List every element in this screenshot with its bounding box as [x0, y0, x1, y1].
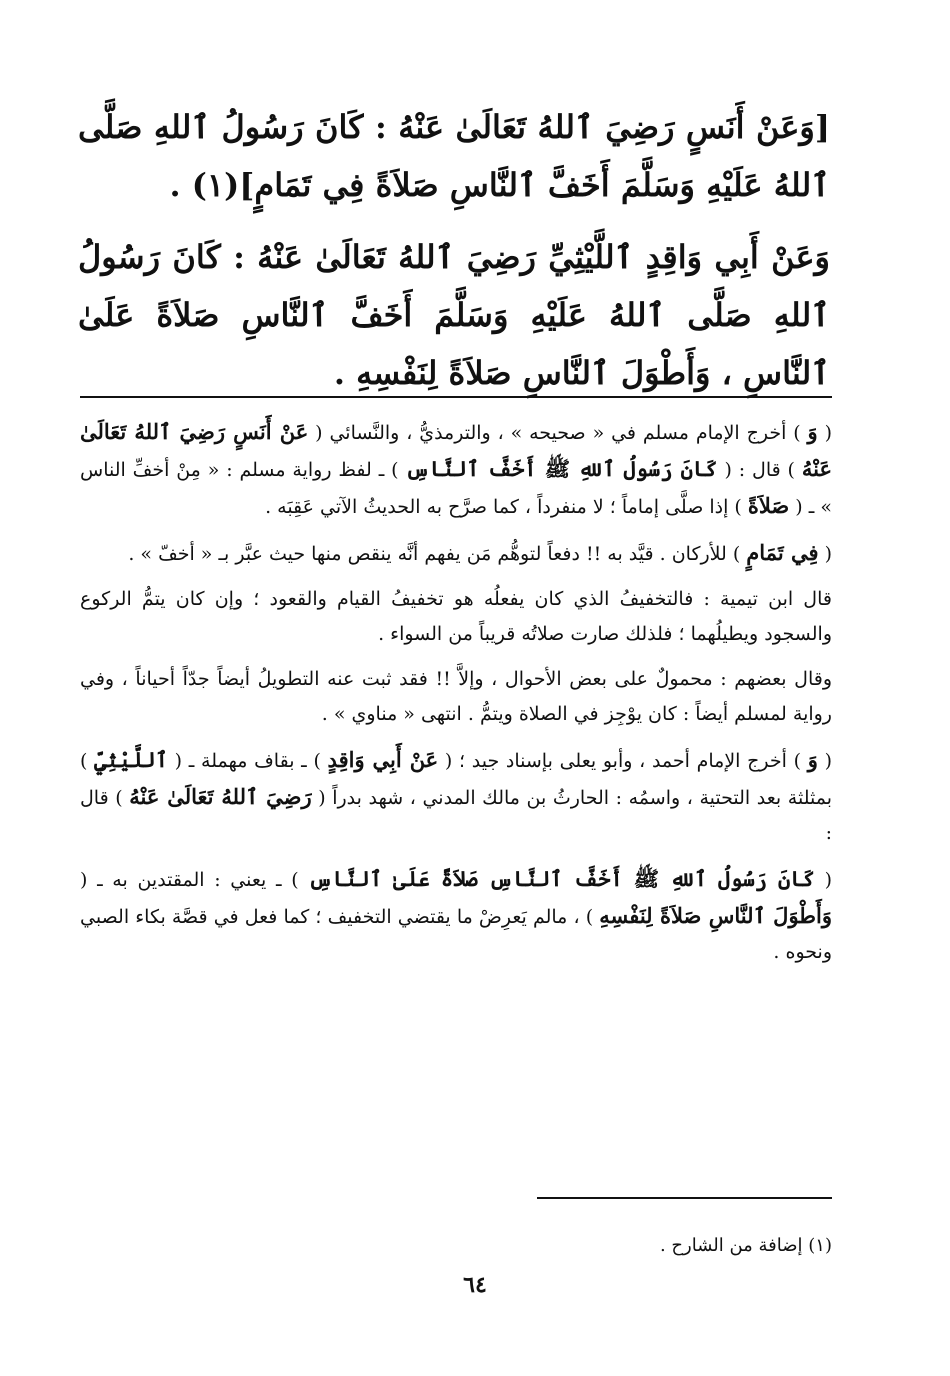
- commentary-text: ) ـ يعني : المقتدين به ـ (: [80, 869, 309, 891]
- page-number: ٦٤: [463, 1272, 487, 1298]
- footnote-separator: [537, 1197, 832, 1199]
- commentary-paragraph: [80, 414, 832, 525]
- commentary-paragraph: [80, 582, 832, 652]
- commentary-text: ) أخرج الإمام أحمد ، وأبو يعلى بإسناد جيد ؛ (: [438, 750, 808, 772]
- commentary-text: قال ابن تيمية : فالتخفيفُ الذي كان يفعلُه هو تخفيفُ القيام والقعود ؛ وإن كان يتمُّ الركوع والسجود ويطيلُهما ؛ فلذلك صارت صلاتُه قريباً من السواء .: [80, 588, 832, 645]
- commentary-text: ) قال :: [80, 787, 832, 844]
- commentary-text: ) إذا صلَّى إماماً ؛ لا منفرداً ، كما صرَّح به الحديثُ الآتي عَقِبَه .: [265, 496, 748, 518]
- quoted-hadith-phrase: صَلاَةً: [747, 493, 790, 518]
- commentary-separator: [80, 396, 832, 398]
- commentary-text: ) للأركان . قيَّد به !! دفعاً لتوهُّم مَن يفهم أنَّه ينقص منها حيث عبَّر بـ « أخفّ » .: [128, 543, 747, 565]
- quoted-hadith-phrase: كَانَ رَسُولُ ٱللهِ ﷺ أَخَفَّ ٱلنَّاسِ: [405, 456, 718, 481]
- commentary-paragraph: [80, 662, 832, 732]
- hadith-text-2: وَعَنْ أَبِي وَاقِدٍ ٱللَّيْثِيِّ رَضِيَ ٱللهُ تَعَالَىٰ عَنْهُ : كَانَ رَسُولُ ٱللهِ صَلَّى ٱللهُ عَلَيْهِ وَسَلَّمَ أَخَفَّ ٱلنَّاسِ صَلاَةً عَلَىٰ ٱلنَّاسِ ، وَأَطْوَلَ ٱلنَّاسِ صَلاَةً لِنَفْسِهِ .: [78, 238, 830, 392]
- quoted-hadith-phrase: وَ: [807, 747, 818, 772]
- commentary-paragraph: [80, 535, 832, 572]
- commentary-section: [80, 414, 832, 980]
- commentary-text: (: [818, 543, 832, 565]
- commentary-text: ) قال : (: [717, 459, 802, 481]
- commentary-text: ) ـ بقاف مهملة ـ (: [167, 750, 328, 772]
- quoted-hadith-phrase: فِي تَمَامٍ: [746, 540, 819, 565]
- commentary-text: (: [817, 750, 832, 772]
- quoted-hadith-phrase: كَانَ رَسُولُ ٱللهِ ﷺ أَخَفَّ ٱلنَّاسِ صَلاَةً عَلَىٰ ٱلنَّاسِ: [308, 866, 815, 891]
- quoted-hadith-phrase: وَ: [807, 419, 818, 444]
- commentary-text: ) بمثلثة بعد التحتية ، واسمُه : الحارثُ بن مالك المدني ، شهد بدراً (: [80, 750, 832, 809]
- hadith-text-1: [وَعَنْ أَنَسٍ رَضِيَ ٱللهُ تَعَالَىٰ عَنْهُ : كَانَ رَسُولُ ٱللهِ صَلَّى ٱللهُ عَلَيْهِ وَسَلَّمَ أَخَفَّ ٱلنَّاسِ صَلاَةً فِي تَمَامٍ](١) .: [78, 108, 830, 204]
- quoted-hadith-phrase: رَضِيَ ٱللهُ تَعَالَىٰ عَنْهُ: [129, 784, 312, 809]
- commentary-text: ) ـ لفظ رواية مسلم : « مِنْ أخفِّ الناس » ـ (: [80, 459, 832, 518]
- commentary-text: (: [814, 869, 833, 891]
- commentary-text: وقال بعضهم : محمولٌ على بعض الأحوال ، وإلاَّ !! فقد ثبت عنه التطويلُ أيضاً جدّاً أحياناً ، وفي رواية لمسلم أيضاً : كان يوْجِز في الصلاة ويتمُّ . انتهى « مناوي » .: [80, 668, 832, 725]
- commentary-paragraph: [80, 742, 832, 851]
- quoted-hadith-phrase: عَنْ أَبِي وَاقِدٍ: [327, 747, 439, 772]
- quoted-hadith-phrase: عَنْ أَنَسٍ رَضِيَ ٱللهُ تَعَالَىٰ عَنْهُ: [80, 419, 832, 481]
- commentary-text: (: [817, 422, 833, 444]
- commentary-text: ) ، مالم يَعرِضْ ما يقتضي التخفيف ؛ كما فعل في قصَّة بكاء الصبي ونحوه .: [80, 906, 832, 963]
- commentary-text: ) أخرج الإمام مسلم في « صحيحه » ، والترمذيُّ ، والنَّسائي (: [308, 422, 808, 444]
- quoted-hadith-phrase: ٱللَّيْثِيِّ: [94, 747, 168, 772]
- footnote: (١) إضافة من الشارح .: [659, 1235, 832, 1256]
- commentary-paragraph: [80, 861, 832, 970]
- quoted-hadith-phrase: وَأَطْوَلَ ٱلنَّاسِ صَلاَةً لِنَفْسِهِ: [599, 903, 832, 928]
